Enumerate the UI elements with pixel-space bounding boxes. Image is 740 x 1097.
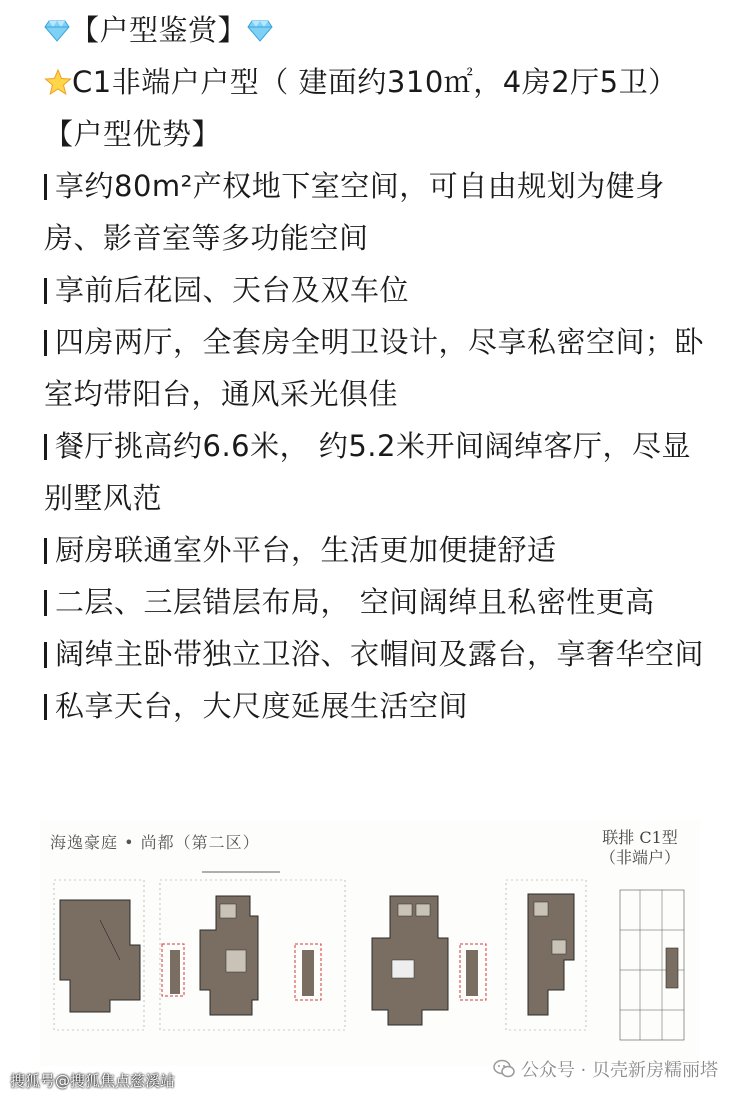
glowing-star-icon [44, 68, 72, 96]
bullet-bar [44, 434, 47, 460]
section-heading-line [44, 4, 714, 56]
bullet-bar [44, 642, 47, 668]
bullet-bar [44, 538, 47, 564]
advantage-item: 餐厅挑高约6.6米， 约5.2米开间阔绰客厅，尽显别墅风范 [44, 429, 691, 515]
wechat-icon [493, 1059, 515, 1079]
diamond-icon [44, 20, 70, 42]
unit-type-text: C1非端户户型（ 建面约310㎡，4房2厅5卫） [72, 65, 678, 99]
unit-type-line [44, 56, 714, 108]
floor-plan-title: 海逸豪庭 • 尚都（第二区） [50, 833, 260, 852]
article-text [44, 4, 714, 732]
advantage-item: 厨房联通室外平台，生活更加便捷舒适 [44, 524, 714, 576]
first-floor-plan [160, 872, 345, 1030]
source-watermark: 搜狐号@搜狐焦点慈溪站 [10, 1072, 176, 1090]
diamond-icon [247, 20, 273, 42]
basement-plan [54, 880, 144, 1030]
floor-plan-drawing [40, 820, 700, 1066]
bullet-bar [44, 174, 47, 200]
bullet-bar [44, 278, 47, 304]
roof-plan [620, 890, 684, 1040]
advantage-item: 享前后花园、天台及双车位 [44, 264, 714, 316]
floor-plan-image [40, 820, 700, 1066]
second-floor-plan [295, 896, 486, 1025]
third-floor-plan [506, 880, 586, 1030]
advantage-item: 享约80m²产权地下室空间，可自由规划为健身房、影音室等多功能空间 [44, 169, 665, 255]
bullet-bar [44, 694, 47, 720]
bullet-bar [44, 330, 47, 356]
advantage-item: 二层、三层错层布局， 空间阔绰且私密性更高 [44, 576, 714, 628]
bullet-bar [44, 590, 47, 616]
section-heading: 【户型鉴赏】 [70, 13, 248, 47]
advantage-item: 四房两厅，全套房全明卫设计，尽享私密空间；卧室均带阳台，通风采光俱佳 [44, 325, 705, 411]
floor-plan-type-label: 联排 C1型 （非端户） [599, 828, 680, 867]
advantages-heading: 【户型优势】 [44, 117, 222, 151]
advantage-item: 阔绰主卧带独立卫浴、衣帽间及露台，享奢华空间 [44, 628, 714, 680]
advantage-item: 私享天台，大尺度延展生活空间 [44, 680, 714, 732]
wechat-watermark: 公众号 · 贝壳新房糯丽塔 [493, 1056, 718, 1082]
footer-watermark [0, 1060, 740, 1097]
